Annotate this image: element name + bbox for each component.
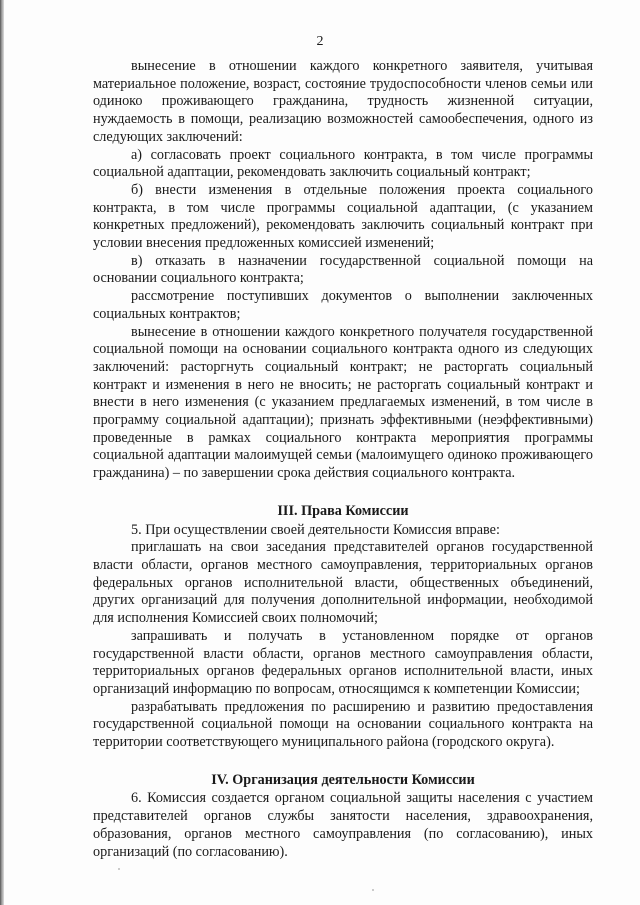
section-heading-organization: IV. Организация деятельности Комиссии [211,771,475,788]
paragraph-right-proposals: разрабатывать предложения по расширению и развитию предоставления государственной социальной помощи на основании социального контракта на территории соответствующего муниципального района (городского округа). [93,698,593,751]
section-heading-rights: III. Права Комиссии [277,502,409,519]
paragraph-verdict-recipient: вынесение в отношении каждого конкретного получателя государственной социальной помощи на основании социального контракта одного из следующих заключений: расторгнуть социальный контракт; не расторгать социальный контракт и изменения в него не вносить; не расторгать социальный контракт и внести в него изменения (с указанием предлагаемых изменений, в том числе в программу социальной адаптации); признать эффективными (неэффективными) проведенные в рамках социального контракта мероприятия программы социальной адаптации малоимущей семьи (малоимущего одиноко проживающего гражданина) – по завершении срока действия социального контракта. [93,323,593,482]
paragraph-organization: 6. Комиссия создается органом социальной защиты населения с участием представителей органов службы занятости населения, здравоохранения, образования, органов местного самоуправления (по согласованию), иных организаций (по согласованию). [93,790,593,860]
document-body [93,58,593,861]
scan-speck [118,868,120,870]
paragraph-verdict-applicant: вынесение в отношении каждого конкретного заявителя, учитывая материальное положение, возраст, состояние трудоспособности членов семьи или одиноко проживающего гражданина, трудность жизненной ситуации, нуждаемость в помощи, реализацию возможностей самообеспечения, одного из следующих заключений: [93,58,593,145]
paragraph-review-documents: рассмотрение поступивших документов о выполнении заключенных социальных контрактов; [93,288,593,322]
paragraph-right-request: запрашивать и получать в установленном порядке от органов государственной власти области, органов местного самоуправления области, территориальных органов федеральных органов исполнительной власти, иных организаций информацию по вопросам, относящимся к компетенции Комиссии; [93,627,593,697]
paragraph-rights-intro: 5. При осуществлении своей деятельности Комиссия вправе: [131,521,500,538]
paragraph-option-v: в) отказать в назначении государственной социальной помощи на основании социального контракта; [93,252,593,287]
paragraph-option-b: б) внести изменения в отдельные положения проекта социального контракта, в том числе программы социальной адаптации, (с указанием конкретных предложений), рекомендовать заключить социальный контракт при условии внесения предложенных комиссией изменений; [93,181,593,252]
paragraph-right-invite: приглашать на свои заседания представителей органов государственной власти области, органов местного самоуправления, территориальных органов федеральных органов исполнительной власти, общественных объединений, других организаций для получения дополнительной информации, необходимой для исполнения Комиссией своих полномочий; [93,539,593,627]
paragraph-option-a: а) согласовать проект социального контракта, в том числе программы социальной адаптации, рекомендовать заключить социальный контракт; [93,146,593,181]
page-number: 2 [316,34,324,49]
scan-speck [372,889,374,891]
scan-edge [0,0,4,905]
